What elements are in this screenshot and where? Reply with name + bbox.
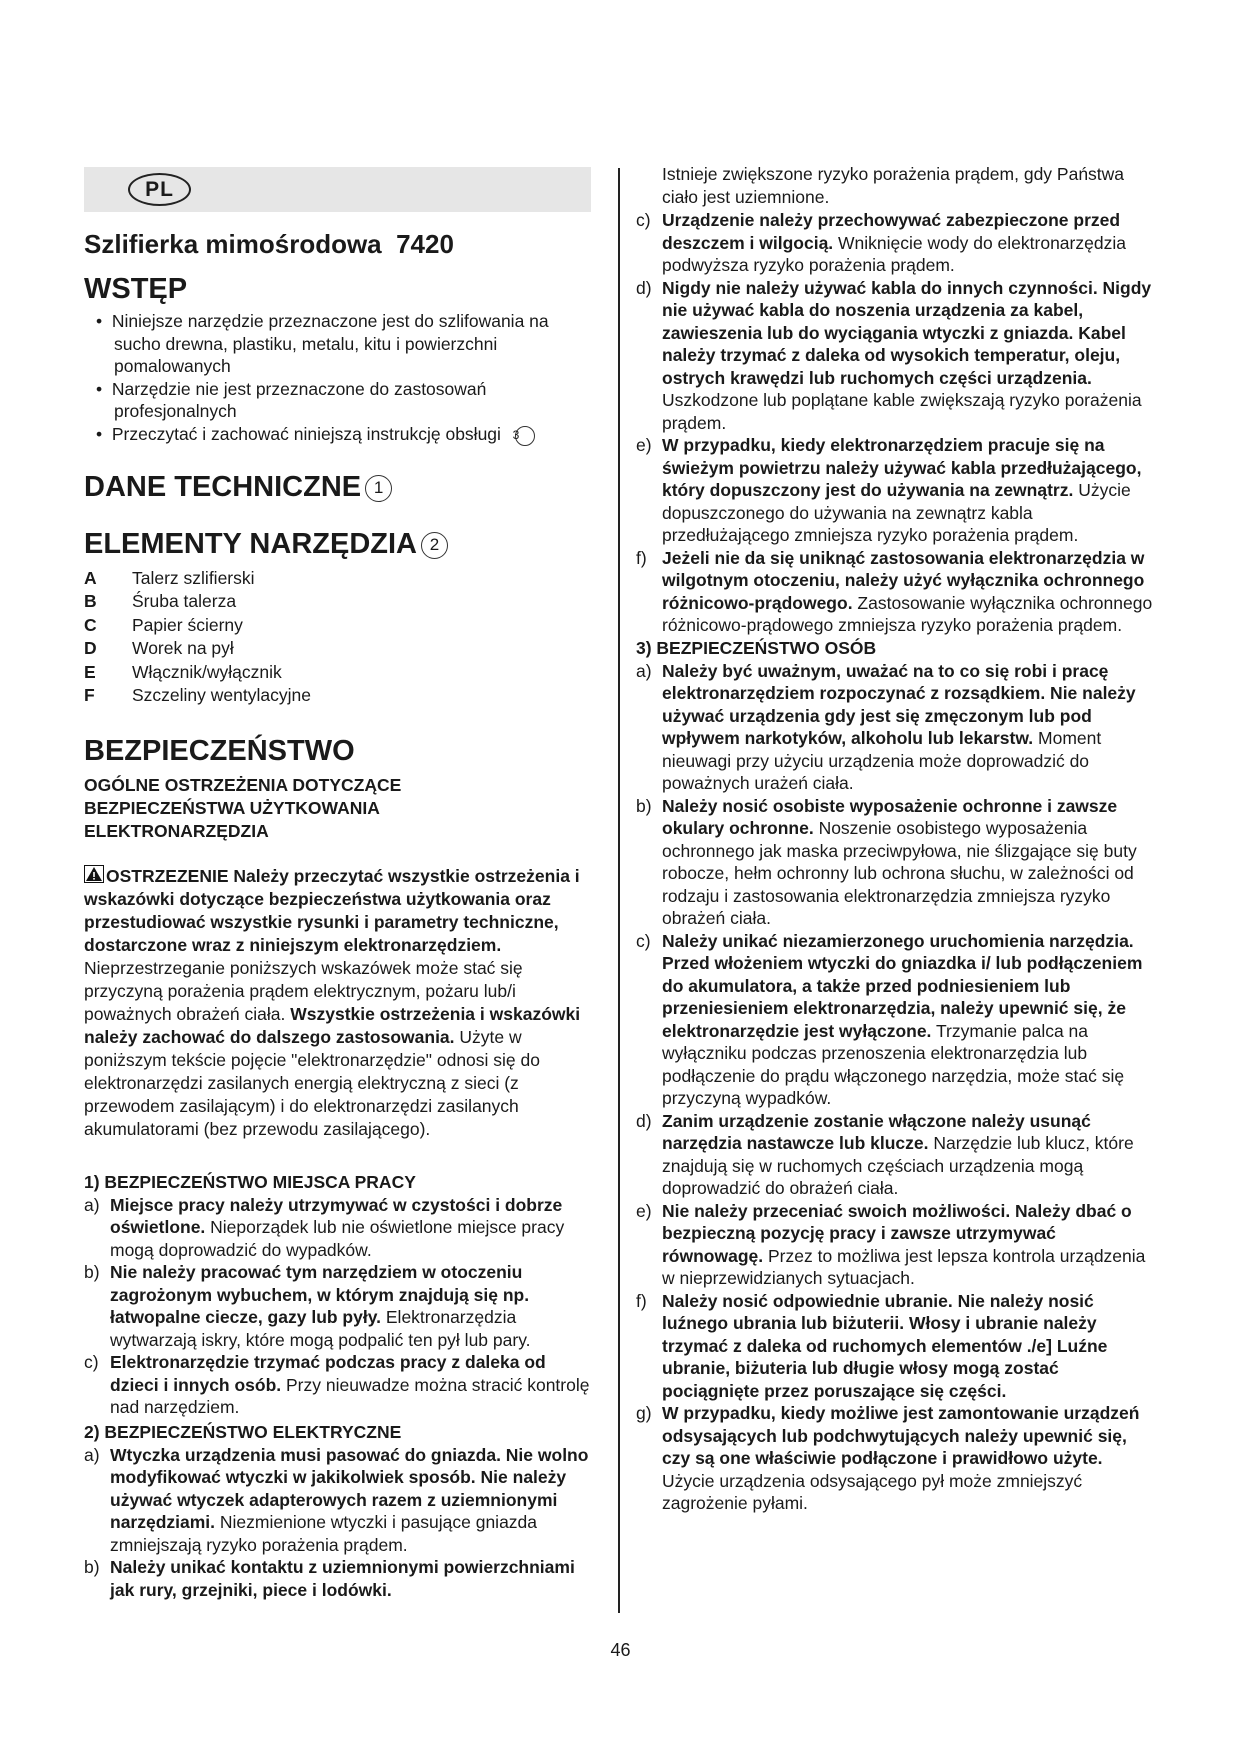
list-item: [636, 547, 1156, 637]
list-bold: Nie należy przeceniać swoich możliwości. Należy dbać o bezpieczną pozycję pracy i zawsze utrzymywać równowagę.: [662, 1200, 1132, 1266]
part-label: Papier ścierny: [132, 614, 243, 635]
list-bold: Nie należy pracować tym narzędziem w otoczeniu zagrożonym wybuchem, w którym znajdują się np. łatwopalne ciecze, gazy lub pyły.: [110, 1262, 530, 1327]
page-number: 46: [610, 1640, 631, 1660]
list-marker: c): [84, 1352, 99, 1372]
list-item: [636, 1200, 1156, 1290]
list-text: Uszkodzone lub poplątane kable zwiększają ryzyko porażenia prądem.: [662, 390, 1142, 433]
list-text: Narzędzie lub klucz, które znajdują się w ruchomych częściach urządzenia mogą doprowadzić do obrażeń ciała.: [662, 1133, 1134, 1198]
figure-ref-3: 3: [515, 426, 535, 446]
list-item: [636, 1110, 1156, 1200]
list-text: Elektronarzędzia wytwarzają iskry, które mogą podpalić ten pył lub pary.: [110, 1307, 531, 1350]
list-item: [636, 930, 1156, 1110]
part-label: Włącznik/wyłącznik: [132, 661, 282, 682]
parts-heading: [84, 525, 599, 563]
list-bold: Należy być uważnym, uważać na to co się robi i pracę elektronarzędziem rozpoczynać z rozsądkiem. Nie należy używać urządzenia gdy jest się zmęczonym lub pod wpływem narkotyków, alkoholu lub lekarstw.: [662, 660, 1136, 748]
electrical-heading: 2) BEZPIECZEŃSTWO ELEKTRYCZNE: [84, 1421, 402, 1442]
figure-ref-2: 2: [421, 532, 448, 559]
list-marker: g): [636, 1403, 652, 1423]
list-marker: a): [84, 1444, 100, 1465]
list-bold: Urządzenie należy przechowywać zabezpieczone przed deszczem i wilgocią.: [662, 210, 1121, 253]
language-bar: [84, 167, 591, 212]
parts-list: [84, 567, 599, 708]
intro-bullet: • Przeczytać i zachować niniejszą instrukcję obsługi 3: [84, 423, 599, 446]
list-item: [84, 1194, 599, 1262]
list-bold: Należy unikać kontaktu z uziemnionymi powierzchniami jak rury, grzejniki, piece i lodówki.: [110, 1557, 575, 1600]
list-bold: Należy unikać niezamierzonego uruchomienia narzędzia. Przed włożeniem wtyczki do gniazdka i/ lub podłączeniem do akumulatora, a także przed podniesieniem lub przeniesieniem elektronarzędzia, należy upewnić się, że elektronarzędzie jest wyłączone.: [662, 930, 1143, 1041]
list-marker: d): [636, 277, 652, 298]
warning-paragraph: [84, 865, 599, 1141]
list-marker: d): [636, 1110, 652, 1131]
intro-heading: WSTĘP: [84, 273, 188, 305]
list-marker: f): [636, 547, 647, 568]
list-text: Nieporządek lub nie oświetlone miejsce pracy mogą doprowadzić do wypadków.: [110, 1217, 565, 1260]
intro-bullet: • Niniejsze narzędzie przeznaczone jest do szlifowania na sucho drewna, plastiku, metalu, kitu i powierzchni pomalowanych: [96, 311, 549, 376]
list-marker: b): [636, 795, 652, 816]
safety-heading: BEZPIECZEŃSTWO: [84, 734, 355, 767]
part-label: Szczeliny wentylacyjne: [132, 685, 311, 705]
column-divider: [618, 168, 620, 1613]
warning-icon: [84, 865, 104, 883]
list-item: [636, 795, 1156, 930]
list-item: [636, 660, 1156, 795]
list-bold: Miejsce pracy należy utrzymywać w czystości i dobrze oświetlone.: [110, 1194, 563, 1237]
list-marker: c): [636, 930, 651, 951]
list-item: [636, 434, 1156, 547]
list-marker: b): [84, 1262, 100, 1282]
list-marker: a): [84, 1194, 100, 1215]
left-column: [84, 220, 599, 1601]
warning-text: Nieprzestrzeganie poniższych wskazówek może stać się przyczyną porażenia prądem elektrycznym, pożaru lub/i poważnych obrażeń ciała.: [84, 957, 523, 1024]
part-label: Talerz szlifierski: [132, 567, 255, 588]
intro-bullet-text: Przeczytać i zachować niniejszą instrukcję obsługi: [111, 423, 501, 444]
part-key: A: [84, 567, 97, 588]
list-bold: Nigdy nie należy używać kabla do innych czynności. Nigdy nie używać kabla do noszenia urządzenia za kabel, zawieszenia lub do wyciągania wtyczki z gniazda. Kabel należy trzymać z daleka od wysokich temperatur, oleju, ostrych krawędzi lub ruchomych części urządzenia.: [662, 277, 1152, 388]
tech-heading: [84, 468, 599, 506]
personal-heading: 3) BEZPIECZEŃSTWO OSÓB: [636, 637, 877, 658]
right-column: [636, 163, 1156, 1515]
list-bold: W przypadku, kiedy elektronarzędziem pracuje się na świeżym powietrzu należy używać kabla przedłużającego, który dopuszczony jest do używania na zewnątrz.: [662, 435, 1142, 500]
list-text: Przez to możliwa jest lepsza kontrola urządzenia w nieprzewidzianych sytuacjach.: [662, 1245, 1146, 1288]
list-bold: W przypadku, kiedy możliwe jest zamontowanie urządzeń odsysających lub podchwytujących należy upewnić się, czy są one właściwie podłączone i prawidłowo użyte.: [662, 1403, 1140, 1468]
figure-ref-1: 1: [365, 475, 392, 502]
parts-heading-text: ELEMENTY NARZĘDZIA: [84, 527, 417, 560]
list-text: Niezmienione wtyczki i pasujące gniazda zmniejszają ryzyko porażenia prądem.: [110, 1512, 538, 1555]
intro-bullet-text: Niniejsze narzędzie przeznaczone jest do szlifowania na sucho drewna, plastiku, metalu, kitu i powierzchni pomalowanych: [111, 311, 549, 376]
part-label: Śruba talerza: [132, 591, 237, 611]
keep-text: Użyte w poniższym tekście pojęcie "elektronarzędzie" odnosi się do elektronarzędzi zasilanych energią elektryczną z sieci (z przewodem zasilającym) i do elektronarzędzi zasilanych akumulatorami (bez przewodu zasilającego).: [84, 1026, 540, 1139]
intro-bullet-text: Narzędzie nie jest przeznaczone do zastosowań profesjonalnych: [111, 378, 487, 421]
list-bold: Zanim urządzenie zostanie włączone należy usunąć narzędzia nastawcze lub klucze.: [662, 1110, 1091, 1153]
list-item: [636, 209, 1156, 277]
list-item: [636, 1290, 1156, 1403]
part-key: B: [84, 591, 97, 611]
list-item: [636, 277, 1156, 435]
product-title: Szlifierka mimośrodowa 7420: [84, 229, 454, 259]
list-text: Zastosowanie wyłącznika ochronnego różnicowo-prądowego zmniejsza ryzyko porażenia prądem.: [662, 592, 1153, 635]
list-text: Wniknięcie wody do elektronarzędzia podwyższa ryzyko porażenia prądem.: [662, 232, 1126, 275]
list-bold: Należy nosić odpowiednie ubranie. Nie należy nosić luźnego ubrania lub biżuterii. Włosy i ubranie należy trzymać z daleka od ruchomych elementów ./e] Luźne ubranie, biżuteria lub długie włosy mogą zostać pociągnięte przez poruszające się części.: [662, 1290, 1108, 1401]
keep-bold-text: Wszystkie ostrzeżenia i wskazówki należy zachować do dalszego zastosowania.: [84, 1003, 581, 1047]
list-item: [84, 1444, 599, 1557]
list-text: Moment nieuwagi przy użyciu urządzenia może doprowadzić do poważnych urażeń ciała.: [662, 728, 1102, 793]
intro-bullets: [84, 310, 599, 446]
safety-subheading: OGÓLNE OSTRZEŻENIA DOTYCZĄCE BEZPIECZEŃSTWA UŻYTKOWANIA ELEKTRONARZĘDZIA: [84, 774, 402, 841]
list-item: [636, 1402, 1156, 1515]
language-badge: PL: [128, 173, 191, 206]
work-area-heading: 1) BEZPIECZEŃSTWO MIEJSCA PRACY: [84, 1171, 416, 1192]
list-text: Użycie urządzenia odsysającego pył może zmniejszyć zagrożenie pyłami.: [662, 1470, 1083, 1513]
list-marker: e): [636, 435, 652, 455]
list-item: [84, 1556, 599, 1601]
list-bold: Jeżeli nie da się uniknąć zastosowania elektronarzędzia w wilgotnym otoczeniu, należy użyć wyłącznika ochronnego różnicowo-prądowego.: [662, 547, 1145, 613]
list-bold: Elektronarzędzie trzymać podczas pracy z daleka od dzieci i innych osób.: [110, 1352, 546, 1395]
part-key: C: [84, 614, 97, 635]
list-text: Przy nieuwadze można stracić kontrolę nad narzędziem.: [110, 1374, 590, 1417]
tech-heading-text: DANE TECHNICZNE: [84, 470, 362, 503]
list-text: Użycie dopuszczonego do używania na zewnątrz kabla przedłużającego zmniejsza ryzyko porażenia prądem.: [662, 480, 1131, 545]
list-bold: Wtyczka urządzenia musi pasować do gniazda. Nie wolno modyfikować wtyczki w jakikolwiek sposób. Nie należy używać wtyczek adapterowych razem z uziemnionymi narzędziami.: [110, 1444, 589, 1532]
part-key: F: [84, 685, 95, 705]
part-label: Worek na pył: [132, 638, 234, 658]
intro-bullet: • Narzędzie nie jest przeznaczone do zastosowań profesjonalnych: [96, 378, 487, 421]
continuation-text: Istnieje zwiększone ryzyko porażenia prądem, gdy Państwa ciało jest uziemnione.: [662, 164, 1125, 207]
list-item: [84, 1351, 599, 1419]
part-key: E: [84, 661, 96, 682]
list-text: Noszenie osobistego wyposażenia ochronnego jak maska przeciwpyłowa, nie ślizgające się buty robocze, hełm ochronny lub ochrona słuchu, w zależności od rodzaju i zastosowania elektronarzędzia zmniejsza ryzyko obrażeń ciała.: [662, 818, 1137, 928]
list-bold: Należy nosić osobiste wyposażenie ochronne i zawsze okulary ochronne.: [662, 795, 1118, 838]
list-marker: c): [636, 210, 651, 230]
list-item: [84, 1261, 599, 1351]
list-marker: b): [84, 1557, 100, 1577]
part-key: D: [84, 638, 97, 658]
warning-bold-text: OSTRZEZENIE Należy przeczytać wszystkie ostrzeżenia i wskazówki dotyczące bezpieczeństwa użytkowania oraz przestudiować wszystkie rysunki i parametry techniczne, dostarczone wraz z niniejszym elektronarzędziem.: [84, 865, 580, 955]
list-marker: e): [636, 1200, 652, 1221]
list-text: Trzymanie palca na wyłączniku podczas przenoszenia elektronarzędzia lub podłączenie do prądu włączonego narzędzia, może stać się przyczyną wypadków.: [662, 1020, 1125, 1108]
list-marker: f): [636, 1290, 647, 1311]
list-marker: a): [636, 660, 652, 681]
